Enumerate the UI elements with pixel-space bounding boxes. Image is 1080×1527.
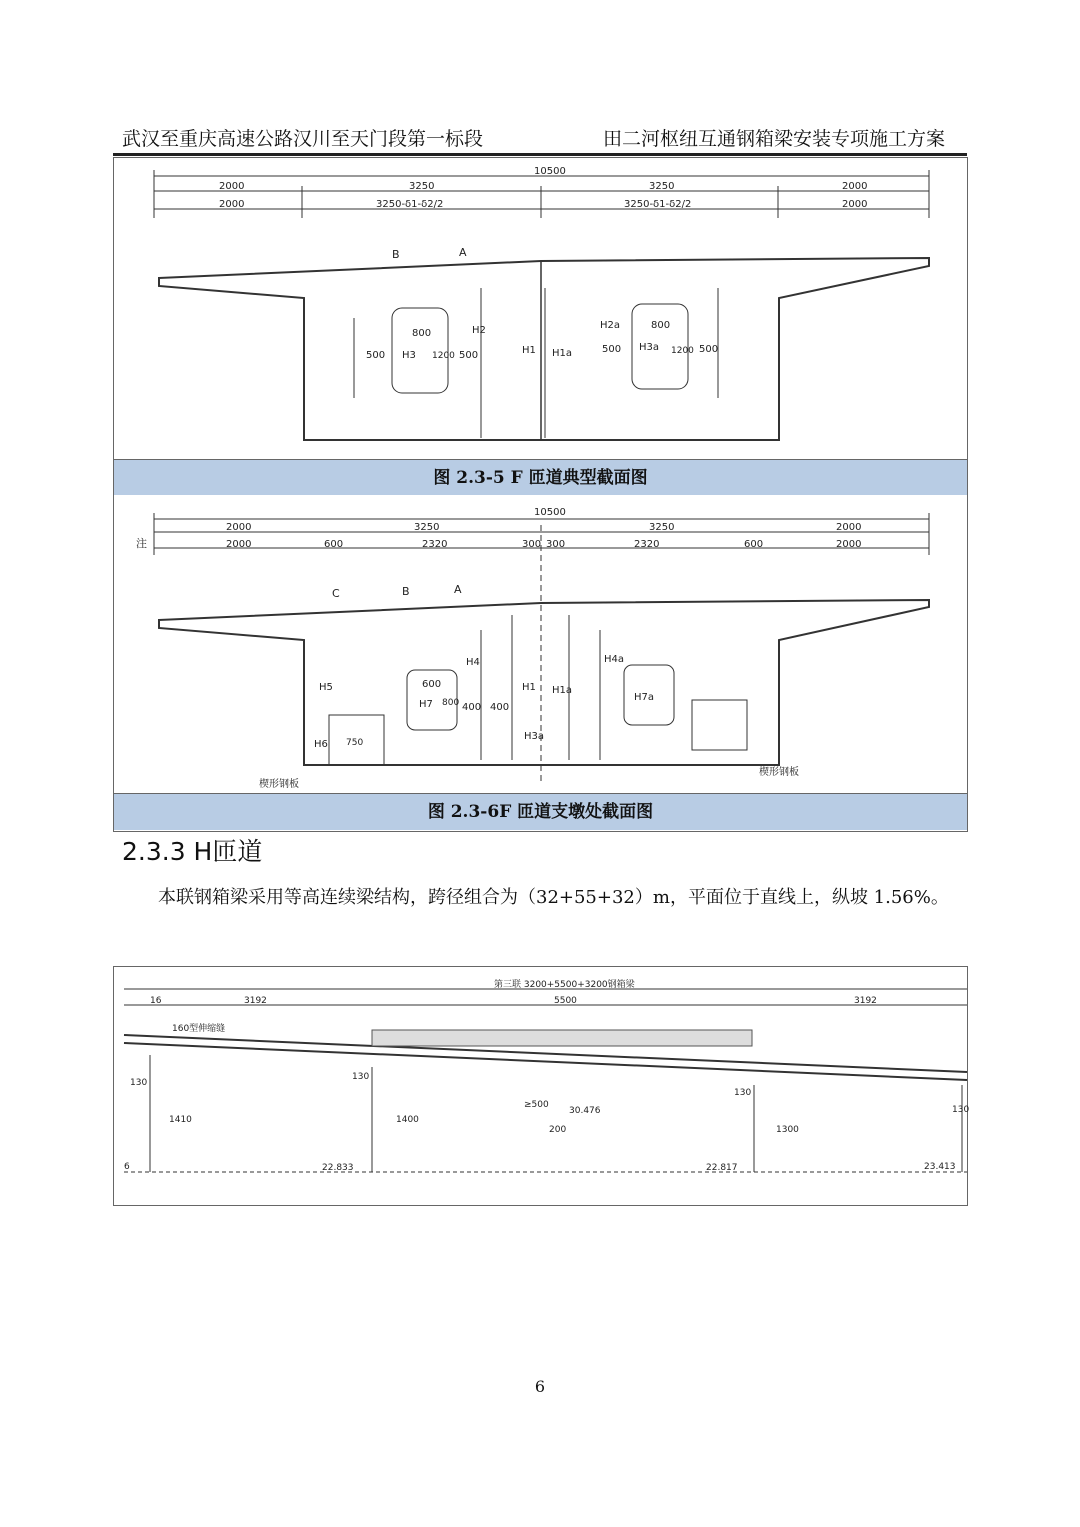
fig3-dim-3192-a: 3192 bbox=[244, 996, 267, 1006]
fig2-dim-d: 2000 bbox=[836, 522, 862, 533]
figure-f-ramp-pier-section bbox=[113, 495, 968, 832]
fig2-label-h3a: H3a bbox=[524, 731, 545, 742]
fig3-1300: 1300 bbox=[776, 1125, 799, 1135]
fig3-elev-30476: 30.476 bbox=[569, 1106, 601, 1116]
fig1-sub-a: 2000 bbox=[219, 199, 245, 210]
figure-caption: 图 2.3-5 F 匝道典型截面图 bbox=[114, 459, 967, 496]
fig2-wedge-plate-left: 楔形钢板 bbox=[259, 779, 299, 790]
fig1-label-b: B bbox=[392, 248, 400, 261]
fig1-dim-1200-left: 1200 bbox=[432, 351, 455, 361]
section-paragraph: 本联钢箱梁采用等高连续梁结构，跨径组合为（32+55+32）m，平面位于直线上，纵坡 1.56%。 bbox=[158, 887, 949, 908]
fig2-dim-400-b: 400 bbox=[490, 702, 510, 713]
fig3-title: 第三联 3200+5500+3200钢箱梁 bbox=[494, 980, 635, 990]
fig1-label-h1a: H1a bbox=[552, 348, 573, 359]
fig1-dim-b: 3250 bbox=[409, 181, 435, 192]
fig2-sub-h: 2000 bbox=[836, 539, 862, 550]
fig1-dim-a: 2000 bbox=[219, 181, 245, 192]
fig2-dim-750: 750 bbox=[346, 738, 364, 748]
fig2-label-h1: H1 bbox=[522, 682, 536, 693]
fig1-label-h3a: H3a bbox=[639, 342, 660, 353]
fig3-min-500: ≥500 bbox=[524, 1100, 549, 1110]
fig2-dim-400-a: 400 bbox=[462, 702, 482, 713]
fig2-label-h1a: H1a bbox=[552, 685, 573, 696]
fig1-dim-800-left: 800 bbox=[412, 328, 432, 339]
fig3-dim-3192-b: 3192 bbox=[854, 996, 877, 1006]
fig3-elev-23413: 23.413 bbox=[924, 1162, 956, 1172]
fig1-label-h3: H3 bbox=[402, 350, 416, 361]
fig2-dim-a: 2000 bbox=[226, 522, 252, 533]
fig1-dim-800-right: 800 bbox=[651, 320, 671, 331]
fig1-dim-500-d: 500 bbox=[699, 344, 719, 355]
fig1-dim-1200-right: 1200 bbox=[671, 346, 694, 356]
fig1-dim-500-b: 500 bbox=[459, 350, 479, 361]
figure-caption: 图 2.3-6F 匝道支墩处截面图 bbox=[114, 793, 967, 830]
fig2-sub-d: 300 bbox=[522, 539, 542, 550]
page-number: 6 bbox=[534, 1377, 546, 1396]
fig2-sub-e: 300 bbox=[546, 539, 566, 550]
fig3-elev-6: 6 bbox=[124, 1162, 130, 1172]
fig2-wedge-plate-right: 楔形钢板 bbox=[759, 767, 799, 778]
fig2-note: 注 bbox=[136, 537, 147, 550]
fig2-sub-g: 600 bbox=[744, 539, 764, 550]
fig1-label-a: A bbox=[459, 246, 467, 259]
fig3-130-a: 130 bbox=[130, 1078, 148, 1088]
fig3-dim-5500: 5500 bbox=[554, 996, 577, 1006]
fig1-label-h2a: H2a bbox=[600, 320, 621, 331]
fig2-sub-a: 2000 bbox=[226, 539, 252, 550]
fig1-label-h1: H1 bbox=[522, 345, 536, 356]
fig3-dim-200: 200 bbox=[549, 1125, 567, 1135]
fig3-elev-22833: 22.833 bbox=[322, 1163, 354, 1173]
fig3-joint-label: 160型伸缩缝 bbox=[172, 1024, 226, 1034]
section-title: 2.3.3 H匝道 bbox=[122, 837, 263, 866]
fig3-130-b: 130 bbox=[352, 1072, 370, 1082]
fig1-label-h2: H2 bbox=[472, 325, 486, 336]
header-right-title: 田二河枢纽互通钢箱梁安装专项施工方案 bbox=[602, 128, 945, 150]
fig3-1400: 1400 bbox=[396, 1115, 419, 1125]
fig2-dim-c: 3250 bbox=[649, 522, 675, 533]
fig2-label-c: C bbox=[332, 587, 340, 600]
fig2-dim-600: 600 bbox=[422, 679, 442, 690]
fig2-dim-800: 800 bbox=[442, 698, 460, 708]
fig3-1410: 1410 bbox=[169, 1115, 192, 1125]
fig2-label-h6: H6 bbox=[314, 739, 328, 750]
fig2-label-a: A bbox=[454, 583, 462, 596]
fig3-130-c: 130 bbox=[734, 1088, 752, 1098]
header-left-title: 武汉至重庆高速公路汉川至天门段第一标段 bbox=[122, 128, 484, 150]
fig1-sub-c: 3250-δ1-δ2/2 bbox=[624, 199, 692, 210]
fig3-elev-22817: 22.817 bbox=[706, 1163, 738, 1173]
fig2-label-b: B bbox=[402, 585, 410, 598]
fig2-label-h4a: H4a bbox=[604, 654, 625, 665]
fig1-dim-d: 2000 bbox=[842, 181, 868, 192]
fig2-label-h5: H5 bbox=[319, 682, 333, 693]
fig1-sub-d: 2000 bbox=[842, 199, 868, 210]
figure-h-ramp-elevation bbox=[113, 966, 968, 1206]
fig2-label-h4: H4 bbox=[466, 657, 480, 668]
fig2-sub-b: 600 bbox=[324, 539, 344, 550]
fig3-dim-16: 16 bbox=[150, 996, 162, 1006]
fig1-dim-500-c: 500 bbox=[602, 344, 622, 355]
header-rule bbox=[113, 153, 967, 156]
fig1-dim-500-a: 500 bbox=[366, 350, 386, 361]
fig2-sub-c: 2320 bbox=[422, 539, 448, 550]
fig2-label-h7: H7 bbox=[419, 699, 433, 710]
section-drawing-2 bbox=[114, 495, 967, 793]
fig3-130-d: 130 bbox=[952, 1105, 970, 1115]
fig2-dim-b: 3250 bbox=[414, 522, 440, 533]
fig2-label-h7a: H7a bbox=[634, 692, 655, 703]
elevation-drawing bbox=[114, 967, 970, 1205]
section-drawing-1 bbox=[114, 158, 967, 459]
fig1-dim-c: 3250 bbox=[649, 181, 675, 192]
fig2-sub-f: 2320 bbox=[634, 539, 660, 550]
fig2-total-dim: 10500 bbox=[534, 507, 566, 518]
figure-f-ramp-typical-section bbox=[113, 157, 968, 497]
fig1-sub-b: 3250-δ1-δ2/2 bbox=[376, 199, 444, 210]
fig1-total-dim: 10500 bbox=[534, 166, 566, 177]
